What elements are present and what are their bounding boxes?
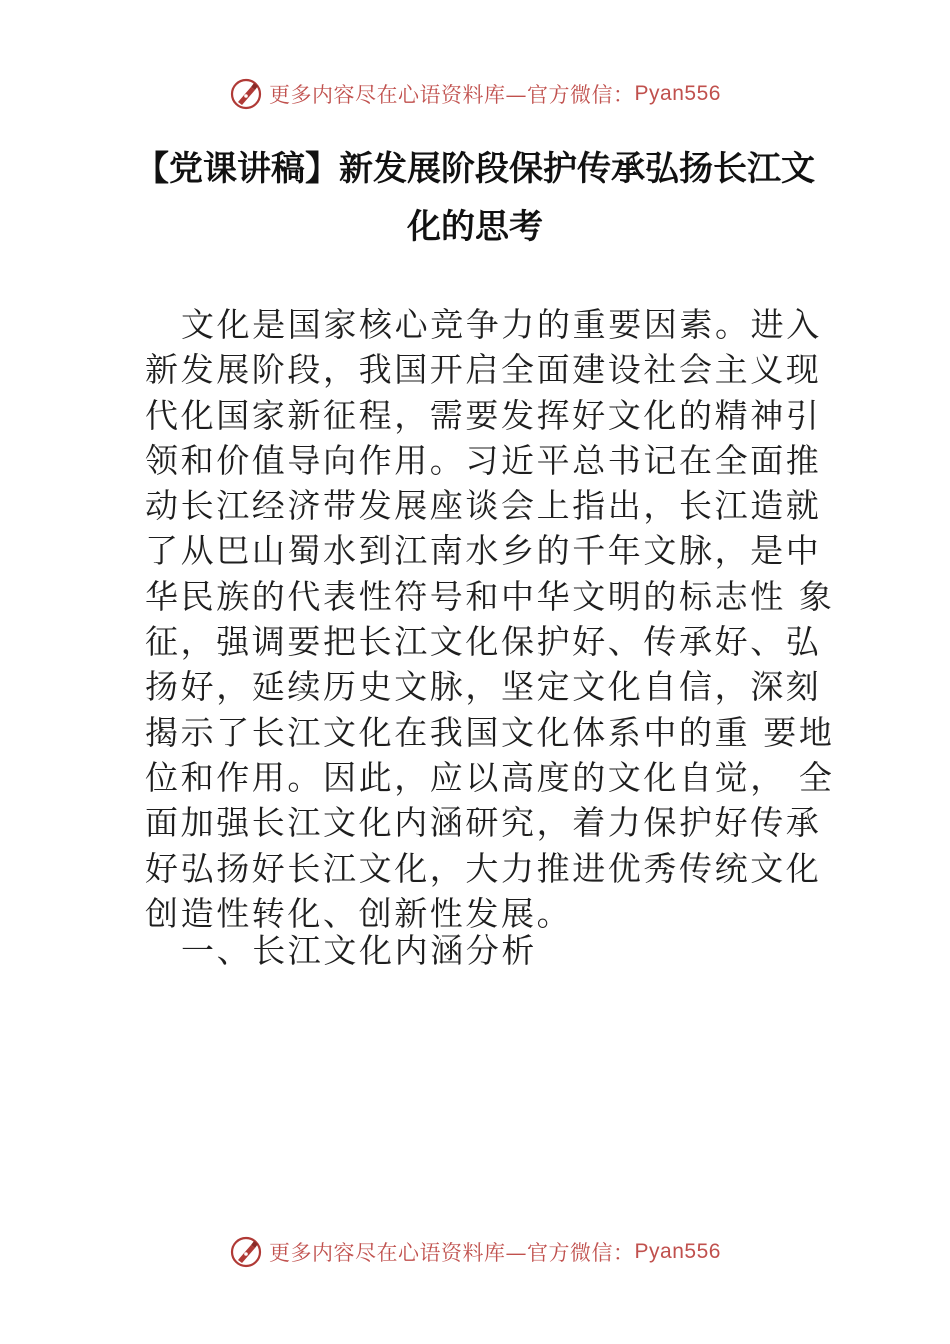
pen-nib-logo-icon xyxy=(229,1235,263,1269)
watermark-handle: Pyan556 xyxy=(634,82,721,105)
body-paragraph: 文化是国家核心竞争力的重要因素。进入新发展阶段，我国开启全面建设社会主义现代化国家新征程，需要发挥好文化的精神引领和价值导向作用。习近平总书记在全面推动长江经济带发展座谈会上指出，长江造就了从巴山蜀水到江南水乡的千年文脉，是中华民族的代表性符号和中华文明的标志性 象征，强调要把长江文化保护好、传承好、弘扬好，延续历史文脉，坚定文化自信，深刻揭示了长江文化在我国文化体系中的重 要地位和作用。因此，应以高度的文化自觉， 全面加强长江文化内涵研究，着力保护好传承好弘扬好长江文化，大力推进优秀传统文化创造性转化、创新性发展。 xyxy=(145,305,835,933)
watermark-text: 更多内容尽在心语资料库—官方微信： xyxy=(269,83,635,107)
header-watermark xyxy=(0,74,950,114)
document-title: 【党课讲稿】新发展阶段保护传承弘扬长江文化的思考 xyxy=(135,149,815,247)
footer-watermark xyxy=(0,1232,950,1272)
watermark-handle: Pyan556 xyxy=(634,1240,721,1263)
pen-nib-logo-icon xyxy=(229,77,263,111)
watermark-text: 更多内容尽在心语资料库—官方微信： xyxy=(269,1241,635,1265)
section-heading: 一、长江文化内涵分析 xyxy=(181,931,537,970)
